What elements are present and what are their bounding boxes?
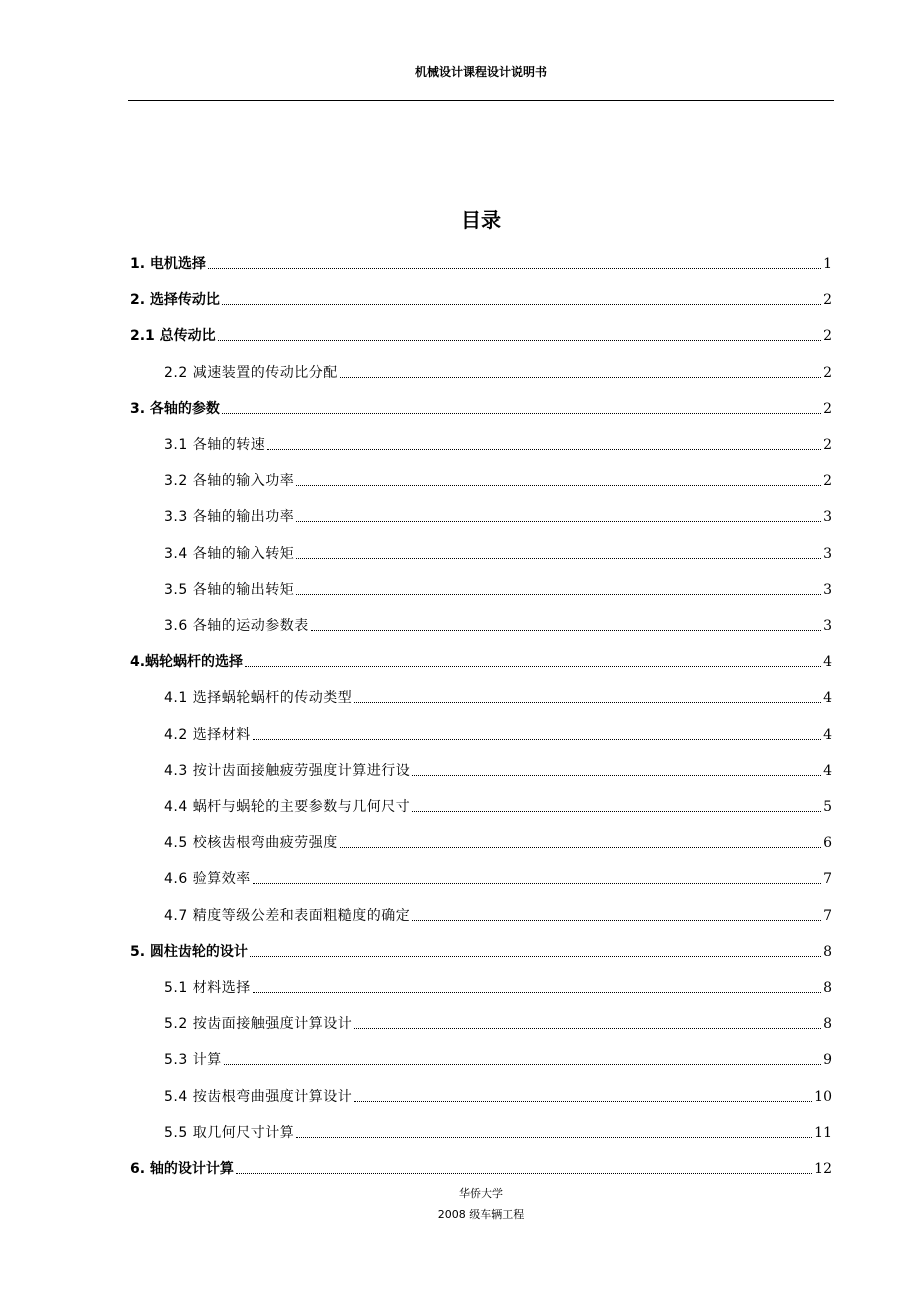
toc-entry-label: 4.6 验算效率 (164, 871, 251, 888)
toc-dot-leader (412, 774, 821, 776)
toc-entry-page: 8 (823, 980, 832, 996)
toc-entry[interactable] (164, 541, 832, 563)
toc-entry-label: 3.4 各轴的输入转矩 (164, 545, 295, 562)
toc-entry-page: 2 (823, 328, 832, 345)
toc-entry-label: 6. 轴的设计计算 (130, 1161, 234, 1177)
toc-dot-leader (253, 991, 821, 993)
toc-entry-label: 5.2 按齿面接触强度计算设计 (164, 1016, 353, 1033)
toc-dot-leader (354, 1027, 821, 1029)
toc-entry[interactable] (164, 613, 832, 635)
toc-entry-page: 2 (823, 473, 832, 490)
toc-entry-label: 5.5 取几何尺寸计算 (164, 1124, 295, 1141)
toc-dot-leader (296, 593, 821, 595)
toc-dot-leader (253, 738, 821, 740)
toc-dot-leader (296, 484, 821, 486)
toc-entry[interactable] (164, 504, 832, 526)
toc-entry-label: 2.1 总传动比 (130, 328, 216, 345)
toc-entry-label: 3.6 各轴的运动参数表 (164, 618, 309, 634)
toc-entry-label: 5. 圆柱齿轮的设计 (130, 943, 248, 960)
toc-entry-label: 4.5 校核齿根弯曲疲劳强度 (164, 835, 338, 852)
toc-entry[interactable] (130, 1156, 832, 1178)
toc-dot-leader (296, 1136, 812, 1138)
toc-entry-page: 7 (823, 907, 832, 924)
toc-entry-label: 4.7 精度等级公差和表面粗糙度的确定 (164, 907, 411, 924)
toc-entry-page: 3 (823, 509, 832, 526)
toc-entry-label: 3.3 各轴的输出功率 (164, 509, 295, 526)
toc-dot-leader (340, 376, 821, 378)
toc-entry-label: 4.3 按计齿面接触疲劳强度计算进行设 (164, 762, 411, 779)
toc-dot-leader (354, 701, 821, 703)
toc-entry-label: 3.1 各轴的转速 (164, 437, 266, 453)
toc-entry[interactable] (164, 360, 832, 382)
toc-dot-leader (267, 448, 821, 450)
toc-entry-page: 10 (814, 1088, 832, 1105)
toc-entry[interactable] (130, 396, 832, 418)
toc-entry[interactable] (164, 722, 832, 744)
footer-class: 2008 级车辆工程 (437, 1208, 525, 1221)
toc-entry-page: 8 (823, 1016, 832, 1033)
toc-entry[interactable] (164, 685, 832, 707)
toc-entry[interactable] (164, 903, 832, 925)
toc-entry[interactable] (130, 287, 832, 309)
toc-entry-page: 3 (823, 545, 832, 562)
toc-entry-label: 4.4 蜗杆与蜗轮的主要参数与几何尺寸 (164, 799, 411, 815)
toc-entry[interactable] (130, 251, 832, 273)
toc-entry[interactable] (164, 1011, 832, 1033)
toc-entry-page: 2 (823, 364, 832, 381)
toc-entry[interactable] (164, 1120, 832, 1142)
toc-entry-label: 3.5 各轴的输出转矩 (164, 581, 295, 598)
toc-entry[interactable] (164, 1084, 832, 1106)
toc-entry-page: 5 (823, 799, 832, 815)
toc-entry-label: 5.3 计算 (164, 1052, 222, 1069)
toc-entry[interactable] (164, 866, 832, 888)
toc-dot-leader (208, 267, 821, 269)
toc-entry-page: 7 (823, 871, 832, 888)
toc-entry-label: 3.2 各轴的输入功率 (164, 473, 295, 490)
toc-dot-leader (245, 665, 821, 667)
toc-entry-page: 3 (823, 581, 832, 598)
toc-entry[interactable] (130, 649, 832, 671)
toc-entry-page: 4 (823, 726, 832, 743)
toc-entry[interactable] (164, 830, 832, 852)
toc-entry-label: 3. 各轴的参数 (130, 400, 220, 417)
toc-entry-page: 8 (823, 943, 832, 960)
toc-dot-leader (236, 1172, 812, 1174)
toc-entry-label: 1. 电机选择 (130, 256, 206, 272)
toc-entry-label: 4.1 选择蜗轮蜗杆的传动类型 (164, 690, 353, 707)
toc-dot-leader (354, 1100, 812, 1102)
toc-entry-page: 4 (823, 654, 832, 671)
toc-dot-leader (412, 919, 821, 921)
toc-dot-leader (224, 1063, 821, 1065)
toc-entry-label: 2. 选择传动比 (130, 292, 220, 309)
toc-entry-label: 4.蜗轮蜗杆的选择 (130, 654, 244, 671)
toc-dot-leader (222, 303, 821, 305)
toc-dot-leader (340, 846, 821, 848)
toc-entry[interactable] (130, 323, 832, 345)
toc-entry-page: 9 (823, 1052, 832, 1069)
toc-dot-leader (250, 955, 821, 957)
toc-dot-leader (218, 339, 821, 341)
toc-entry[interactable] (164, 794, 832, 816)
toc-entry-label: 2.2 减速装置的传动比分配 (164, 364, 338, 381)
toc-dot-leader (253, 882, 821, 884)
toc-entry-page: 2 (823, 437, 832, 453)
toc-entry-page: 12 (814, 1161, 832, 1177)
toc-dot-leader (412, 810, 821, 812)
toc-entry-page: 4 (823, 690, 832, 707)
toc-entry-page: 11 (814, 1124, 832, 1141)
toc-entry-label: 5.1 材料选择 (164, 980, 251, 996)
toc-dot-leader (222, 412, 821, 414)
toc-entry-page: 1 (823, 256, 832, 272)
toc-entry[interactable] (130, 939, 832, 961)
toc-dot-leader (296, 520, 821, 522)
toc-entry-label: 5.4 按齿根弯曲强度计算设计 (164, 1088, 353, 1105)
toc-entry-label: 4.2 选择材料 (164, 726, 251, 743)
toc-entry[interactable] (164, 468, 832, 490)
toc-entry[interactable] (164, 577, 832, 599)
toc-entry[interactable] (164, 758, 832, 780)
toc-entry-page: 2 (823, 400, 832, 417)
toc-entry[interactable] (164, 432, 832, 454)
toc-entry[interactable] (164, 1047, 832, 1069)
toc-entry[interactable] (164, 975, 832, 997)
footer-university: 华侨大学 (459, 1187, 503, 1200)
toc-dot-leader (296, 557, 821, 559)
toc-title: 目录 (461, 208, 501, 232)
toc-entry-page: 3 (823, 618, 832, 634)
toc-entry-page: 6 (823, 835, 832, 852)
toc-dot-leader (311, 629, 821, 631)
toc-entry-page: 4 (823, 762, 832, 779)
toc-entry-page: 2 (823, 292, 832, 309)
running-header: 机械设计课程设计说明书 (414, 65, 547, 79)
